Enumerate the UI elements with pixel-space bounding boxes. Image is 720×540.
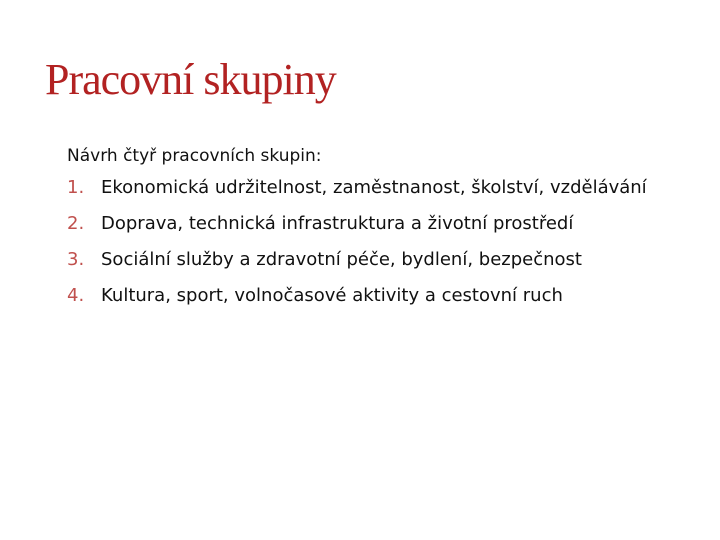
list-item [67, 172, 687, 204]
working-groups-list [67, 172, 687, 312]
list-item [67, 244, 687, 276]
slide-title: Pracovní skupiny [45, 55, 336, 104]
list-item-number: 1. [67, 177, 85, 198]
list-item-number: 4. [67, 285, 85, 306]
list-item-text: Kultura, sport, volnočasové aktivity a cestovní ruch [101, 285, 563, 306]
list-item-text: Ekonomická udržitelnost, zaměstnanost, školství, vzdělávání [101, 177, 647, 198]
list-item-number: 2. [67, 213, 85, 234]
list-item-text: Doprava, technická infrastruktura a životní prostředí [101, 213, 574, 234]
list-item [67, 208, 687, 240]
intro-text: Návrh čtyř pracovních skupin: [67, 146, 322, 166]
slide-content [67, 140, 687, 312]
list-item-text: Sociální služby a zdravotní péče, bydlení, bezpečnost [101, 249, 582, 270]
list-item-number: 3. [67, 249, 85, 270]
list-item [67, 280, 687, 312]
